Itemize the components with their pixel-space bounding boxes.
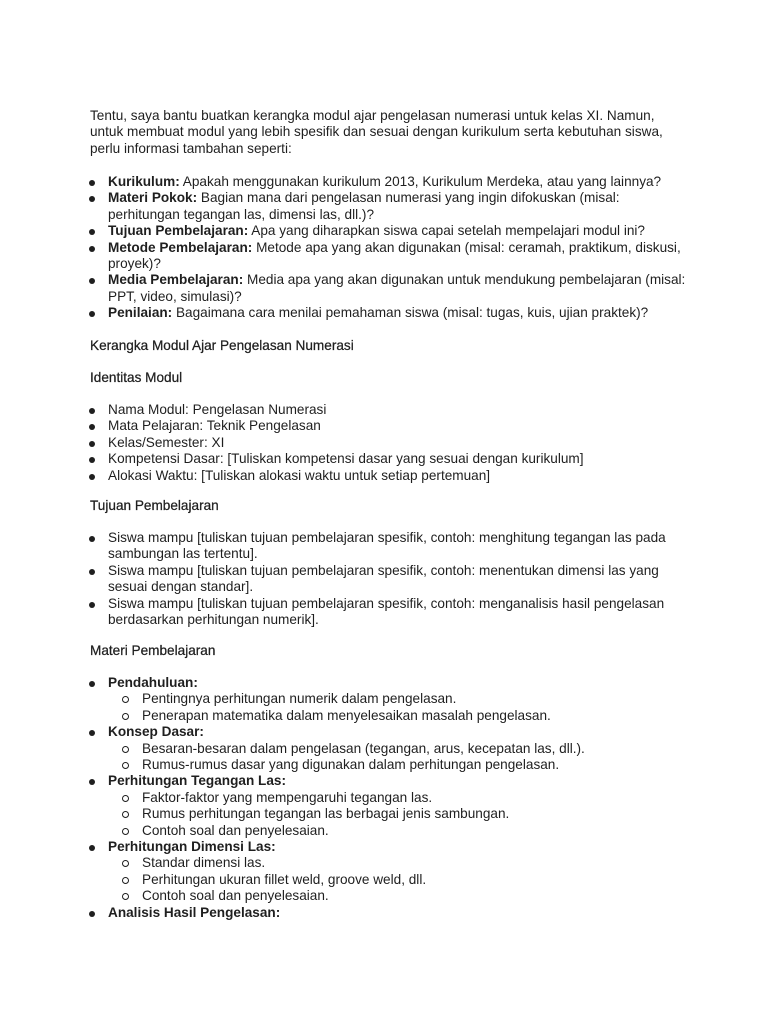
item-label: Media Pembelajaran: [108,272,244,288]
item-label: Materi Pokok: [108,190,198,206]
item-label: Penilaian: [108,305,173,321]
item-text: Bagian mana dari pengelasan numerasi yang ingin difokuskan (misal: perhitungan tegangan las, dimensi las, dll.)? [108,190,620,222]
item-text: Apa yang diharapkan siswa capai setelah mempelajari modul ini? [248,223,645,239]
sub-list-item: Pentingnya perhitungan numerik dalam pengelasan. [108,691,690,707]
item-label: Konsep Dasar: [108,724,204,740]
section-heading-main: Kerangka Modul Ajar Pengelasan Numerasi [90,338,354,353]
list-item: Alokasi Waktu: [Tuliskan alokasi waktu untuk setiap pertemuan] [90,468,690,484]
intro-paragraph: Tentu, saya bantu buatkan kerangka modul ajar pengelasan numerasi untuk kelas XI. Namun, untuk membuat modul yang lebih spesifik dan sesuai dengan kurikulum serta kebutuhan siswa, perlu informasi tambahan seperti: [90,108,663,156]
item-label: Perhitungan Dimensi Las: [108,839,276,855]
sub-list-item: Penerapan matematika dalam menyelesaikan masalah pengelasan. [108,708,690,724]
list-item: Siswa mampu [tuliskan tujuan pembelajaran spesifik, contoh: menentukan dimensi las yang sesuai dengan standar]. [90,563,690,596]
sub-list [108,741,690,774]
list-item [90,305,690,321]
sub-list [108,790,690,839]
item-label: Analisis Hasil Pengelasan: [108,904,281,920]
list-item: Mata Pelajaran: Teknik Pengelasan [90,418,690,434]
sub-list [108,855,690,904]
list-item: Siswa mampu [tuliskan tujuan pembelajaran spesifik, contoh: menganalisis hasil pengelasan berdasarkan perhitungan numerik]. [90,596,690,629]
item-text: Bagaimana cara menilai pemahaman siswa (misal: tugas, kuis, ujian praktek)? [172,305,649,321]
sub-list-item: Contoh soal dan penyelesaian. [108,888,690,904]
sub-list-item: Faktor-faktor yang mempengaruhi tegangan las. [108,790,690,806]
item-text: Apakah menggunakan kurikulum 2013, Kurikulum Merdeka, atau yang lainnya? [179,174,662,189]
identitas-list [90,402,690,484]
sub-list-item: Perhitungan ukuran fillet weld, groove weld, dll. [108,872,690,888]
list-item: Kompetensi Dasar: [Tuliskan kompetensi dasar yang sesuai dengan kurikulum] [90,451,690,467]
sub-list-item: Contoh soal dan penyelesaian. [108,823,690,839]
list-item: Siswa mampu [tuliskan tujuan pembelajaran spesifik, contoh: menghitung tegangan las pada sambungan las tertentu]. [90,530,690,563]
list-item [90,174,690,190]
sub-list [108,691,690,724]
list-item [90,675,690,724]
sub-list-item: Rumus perhitungan tegangan las berbagai jenis sambungan. [108,806,690,822]
item-text: Media apa yang akan digunakan untuk mendukung pembelajaran (misal: PPT, video, simulasi)? [108,272,686,304]
sub-list-item: Rumus-rumus dasar yang digunakan dalam perhitungan pengelasan. [108,757,690,773]
list-item [90,724,690,773]
list-item [90,223,690,239]
tujuan-list [90,530,690,628]
sub-list-item: Standar dimensi las. [108,855,690,871]
materi-list [90,675,690,921]
item-label: Perhitungan Tegangan Las: [108,773,286,789]
item-text: Metode apa yang akan digunakan (misal: ceramah, praktikum, diskusi, proyek)? [108,239,681,272]
list-item [90,272,690,305]
list-item: Kelas/Semester: XI [90,435,690,451]
section-heading-tujuan: Tujuan Pembelajaran [90,498,219,513]
questions-list [90,174,690,322]
item-label: Kurikulum: [108,174,180,189]
item-label: Pendahuluan: [108,675,198,690]
section-heading-materi: Materi Pembelajaran [90,643,216,658]
item-label: Tujuan Pembelajaran: [108,223,249,239]
section-heading-identitas: Identitas Modul [90,370,183,385]
item-label: Metode Pembelajaran: [108,239,253,255]
list-item [90,190,690,223]
sub-list-item: Besaran-besaran dalam pengelasan (tegangan, arus, kecepatan las, dll.). [108,741,690,757]
list-item: Nama Modul: Pengelasan Numerasi [90,402,690,418]
list-item [90,905,690,921]
list-item [90,240,690,273]
list-item [90,773,690,839]
list-item [90,839,690,905]
